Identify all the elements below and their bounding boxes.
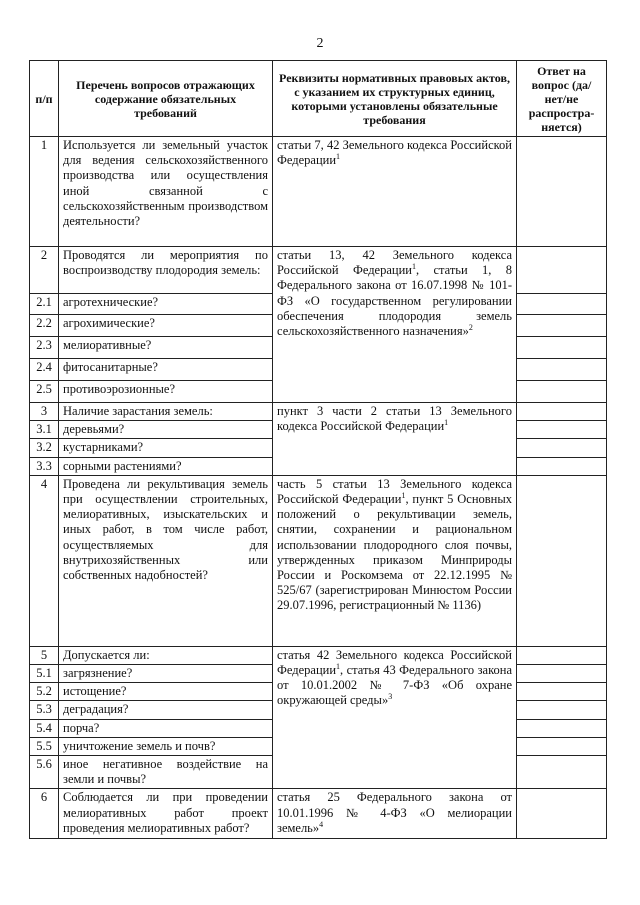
question-cell: Проведена ли рекультивация земель при осуществлении строительных, мелиоративных, изыскательских и иных работ, в том числе работ, осуществляемых для внутрихозяйственных или собственных надобностей?: [59, 475, 273, 646]
answer-cell[interactable]: [517, 737, 607, 755]
footnote-mark: 1: [444, 418, 449, 428]
question-cell: Соблюдается ли при проведении мелиоративных работ проект проведения мелиоративных работ?: [59, 789, 273, 839]
table-row: [30, 646, 607, 664]
question-cell: мелиоративные?: [59, 337, 273, 359]
reference-cell: [273, 475, 517, 646]
question-cell: Используется ли земельный участок для ведения сельскохозяйственного производства или осуществления иной связанной с сельскохозяйственным производством деятельности?: [59, 137, 273, 247]
header-num: п/п: [30, 61, 59, 137]
question-cell: Проводятся ли мероприятия по воспроизводству плодородия земель:: [59, 247, 273, 294]
question-cell: агротехнические?: [59, 294, 273, 315]
answer-cell[interactable]: [517, 294, 607, 315]
row-number: 2: [30, 247, 59, 294]
question-cell: Допускается ли:: [59, 646, 273, 664]
footnote-mark: 3: [388, 692, 393, 702]
answer-cell[interactable]: [517, 646, 607, 664]
question-cell: истощение?: [59, 683, 273, 701]
row-number: 3.3: [30, 457, 59, 475]
answer-cell[interactable]: [517, 359, 607, 381]
header-answer: Ответ на вопрос (да/нет/не распростра-няется): [517, 61, 607, 137]
row-number: 2.5: [30, 381, 59, 403]
answer-cell[interactable]: [517, 421, 607, 439]
reference-cell: [273, 247, 517, 403]
question-cell: деревьями?: [59, 421, 273, 439]
answer-cell[interactable]: [517, 315, 607, 337]
footnote-mark: 4: [319, 819, 324, 829]
reference-text: , пункт 5 Основных положений о рекультивации земель, снятии, сохранении и рациональном использовании плодородного слоя почвы, утвержденных приказом Минприроды России и Роскомзема от 22.12.1995 № 525/67 (зарегистрирован Минюстом России 29.07.1996, регистрационный № 1136): [277, 492, 512, 613]
requirements-table: [29, 60, 607, 839]
table-row: [30, 789, 607, 839]
answer-cell[interactable]: [517, 789, 607, 839]
table-row: [30, 137, 607, 247]
answer-cell[interactable]: [517, 337, 607, 359]
footnote-mark: 2: [468, 322, 473, 332]
answer-cell[interactable]: [517, 701, 607, 719]
reference-text: статья 25 Федерального закона от 10.01.1996 № 4-ФЗ «О мелиорации земель»: [277, 790, 512, 835]
footnote-mark: 1: [336, 152, 341, 162]
question-cell: сорными растениями?: [59, 457, 273, 475]
question-cell: порча?: [59, 719, 273, 737]
answer-cell[interactable]: [517, 683, 607, 701]
question-cell: противоэрозионные?: [59, 381, 273, 403]
reference-cell: [273, 789, 517, 839]
footnote-mark: 1: [336, 661, 341, 671]
question-cell: уничтожение земель и почв?: [59, 737, 273, 755]
reference-text: пункт 3 части 2 статьи 13 Земельного кодекса Российской Федерации: [277, 404, 512, 434]
row-number: 3: [30, 403, 59, 421]
row-number: 5.5: [30, 737, 59, 755]
row-number: 2.1: [30, 294, 59, 315]
reference-text: статьи 13, 42 Земельного кодекса Российской Федерации: [277, 248, 512, 278]
answer-cell[interactable]: [517, 665, 607, 683]
row-number: 1: [30, 137, 59, 247]
row-number: 5.1: [30, 665, 59, 683]
row-number: 2.3: [30, 337, 59, 359]
question-cell: кустарниками?: [59, 439, 273, 457]
header-question: Перечень вопросов отражающих содержание обязательных требований: [59, 61, 273, 137]
answer-cell[interactable]: [517, 756, 607, 789]
row-number: 2.4: [30, 359, 59, 381]
row-number: 6: [30, 789, 59, 839]
answer-cell[interactable]: [517, 247, 607, 294]
question-cell: фитосанитарные?: [59, 359, 273, 381]
row-number: 5: [30, 646, 59, 664]
row-number: 3.2: [30, 439, 59, 457]
question-cell: Наличие зарастания земель:: [59, 403, 273, 421]
page-number: 2: [316, 36, 324, 51]
footnote-mark: 1: [411, 262, 416, 272]
table-row: [30, 403, 607, 421]
reference-text: статьи 7, 42 Земельного кодекса Российской Федерации: [277, 138, 512, 168]
row-number: 3.1: [30, 421, 59, 439]
answer-cell[interactable]: [517, 137, 607, 247]
question-cell: иное негативное воздействие на земли и почвы?: [59, 756, 273, 789]
row-number: 2.2: [30, 315, 59, 337]
reference-text: , статьи 1, 8 Федерального закона от 16.07.1998 № 101-ФЗ «О государственном регулировании обеспечения плодородия земель сельскохозяйственного назначения»: [277, 263, 512, 339]
answer-cell[interactable]: [517, 457, 607, 475]
header-reference: Реквизиты нормативных правовых актов, с указанием их структурных единиц, которыми установлены обязательные требования: [273, 61, 517, 137]
reference-cell: [273, 137, 517, 247]
answer-cell[interactable]: [517, 381, 607, 403]
reference-cell: [273, 403, 517, 476]
row-number: 5.3: [30, 701, 59, 719]
reference-cell: [273, 646, 517, 789]
table-row: [30, 475, 607, 646]
row-number: 4: [30, 475, 59, 646]
row-number: 5.6: [30, 756, 59, 789]
reference-text: часть 5 статьи 13 Земельного кодекса Российской Федерации: [277, 476, 512, 507]
table-row: [30, 247, 607, 294]
footnote-mark: 1: [401, 490, 406, 500]
row-number: 5.2: [30, 683, 59, 701]
answer-cell[interactable]: [517, 439, 607, 457]
answer-cell[interactable]: [517, 719, 607, 737]
answer-cell[interactable]: [517, 475, 607, 646]
row-number: 5.4: [30, 719, 59, 737]
answer-cell[interactable]: [517, 403, 607, 421]
header-row: [30, 61, 607, 137]
question-cell: загрязнение?: [59, 665, 273, 683]
question-cell: деградация?: [59, 701, 273, 719]
reference-text: статья 42 Земельного кодекса Российской Федерации: [277, 647, 512, 678]
question-cell: агрохимические?: [59, 315, 273, 337]
reference-text: , статья 43 Федерального закона от 10.01.2002 № 7-ФЗ «Об охране окружающей среды»: [277, 663, 512, 708]
